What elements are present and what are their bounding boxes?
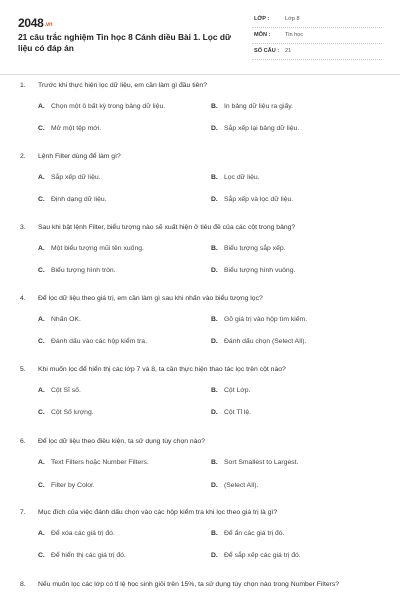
page-header bbox=[0, 0, 400, 70]
question-text bbox=[20, 152, 370, 162]
option-text: Lọc dữ liệu. bbox=[224, 174, 260, 181]
option-text: Filter by Color. bbox=[51, 482, 95, 489]
option-a[interactable] bbox=[38, 103, 165, 110]
option-c[interactable] bbox=[38, 196, 107, 203]
option-letter: A. bbox=[38, 316, 45, 323]
option-d[interactable] bbox=[211, 125, 299, 132]
question-text bbox=[20, 81, 370, 91]
question-text bbox=[20, 437, 370, 447]
option-letter: D. bbox=[211, 338, 218, 345]
option-letter: A. bbox=[38, 530, 45, 537]
option-text: Nhấn OK. bbox=[51, 316, 81, 323]
option-letter: D. bbox=[211, 409, 218, 416]
option-text: Để xóa các giá trị đó. bbox=[51, 530, 115, 537]
option-letter: C. bbox=[38, 338, 45, 345]
option-text: Mở một tệp mới. bbox=[51, 125, 102, 132]
option-letter: A. bbox=[38, 387, 45, 394]
logo-sub: .vn bbox=[44, 22, 53, 28]
question-number: 2. bbox=[20, 153, 26, 160]
question-body: Để lọc dữ liệu theo điều kiện, ta sử dụng tùy chọn nào? bbox=[38, 438, 206, 445]
option-b[interactable] bbox=[211, 387, 250, 394]
question-body: Nếu muốn lọc các lớp có tỉ lệ học sinh giỏi trên 15%, ta sử dụng tùy chọn nào trong Number Filters? bbox=[38, 581, 340, 588]
option-d[interactable] bbox=[211, 196, 293, 203]
option-c[interactable] bbox=[38, 338, 147, 345]
option-d[interactable] bbox=[211, 338, 306, 345]
question-number: 4. bbox=[20, 295, 26, 302]
option-text: Đánh dấu vào các hộp kiểm tra. bbox=[51, 338, 147, 345]
option-text: Chọn một ô bất kỳ trong bảng dữ liệu. bbox=[51, 103, 166, 110]
option-text: Một biểu tượng mũi tên xuống. bbox=[51, 245, 144, 252]
question-number: 1. bbox=[20, 82, 26, 89]
option-text: Định dạng dữ liệu. bbox=[51, 196, 107, 203]
option-b[interactable] bbox=[211, 174, 260, 181]
question-text bbox=[20, 223, 370, 233]
meta-row-class bbox=[252, 14, 382, 28]
option-text: (Select All). bbox=[224, 482, 259, 489]
option-text: Sort Smallest to Largest. bbox=[224, 459, 299, 466]
option-text: Cột Tỉ lệ. bbox=[224, 409, 252, 416]
meta-label: MÔN : bbox=[254, 32, 271, 38]
option-a[interactable] bbox=[38, 245, 144, 252]
option-letter: D. bbox=[211, 196, 218, 203]
question-number: 8. bbox=[20, 581, 26, 588]
option-c[interactable] bbox=[38, 125, 101, 132]
option-letter: B. bbox=[211, 387, 218, 394]
option-d[interactable] bbox=[211, 267, 295, 274]
option-letter: B. bbox=[211, 245, 218, 252]
option-b[interactable] bbox=[211, 530, 284, 537]
option-text: In bảng dữ liệu ra giấy. bbox=[224, 103, 294, 110]
meta-row-subject bbox=[252, 30, 382, 44]
header-divider bbox=[0, 74, 400, 75]
option-c[interactable] bbox=[38, 552, 126, 559]
option-letter: C. bbox=[38, 196, 45, 203]
option-a[interactable] bbox=[38, 387, 81, 394]
option-text: Sắp xếp và lọc dữ liệu. bbox=[224, 196, 294, 203]
question-body: Sau khi bật lệnh Filter, biểu tượng nào sẽ xuất hiện ở tiêu đề của các cột trong bảng? bbox=[38, 224, 296, 231]
question-body: Khi muốn lọc để hiển thị các lớp 7 và 8, ta cần thực hiện thao tác lọc trên cột nào? bbox=[38, 366, 286, 373]
option-text: Gõ giá trị vào hộp tìm kiếm. bbox=[224, 316, 308, 323]
option-text: Để hiển thị các giá trị đó. bbox=[51, 552, 126, 559]
option-a[interactable] bbox=[38, 530, 115, 537]
option-letter: A. bbox=[38, 103, 45, 110]
option-letter: A. bbox=[38, 174, 45, 181]
question-text bbox=[20, 508, 370, 518]
option-a[interactable] bbox=[38, 316, 81, 323]
option-letter: A. bbox=[38, 245, 45, 252]
meta-label: LỚP : bbox=[254, 16, 270, 22]
option-letter: B. bbox=[211, 530, 218, 537]
question-number: 6. bbox=[20, 438, 26, 445]
question-body: Mục đích của việc đánh dấu chọn vào các hộp kiểm tra khi lọc theo giá trị là gì? bbox=[38, 509, 278, 516]
option-text: Sắp xếp dữ liệu. bbox=[51, 174, 101, 181]
option-letter: B. bbox=[211, 459, 218, 466]
meta-value: Lớp 8 bbox=[285, 16, 300, 22]
option-letter: C. bbox=[38, 409, 45, 416]
site-logo[interactable] bbox=[18, 16, 52, 30]
meta-row-count bbox=[252, 46, 382, 60]
option-text: Biểu tượng sắp xếp. bbox=[224, 245, 286, 252]
option-letter: C. bbox=[38, 125, 45, 132]
option-letter: A. bbox=[38, 459, 45, 466]
question-text bbox=[20, 365, 370, 375]
option-text: Đánh dấu chọn (Select All). bbox=[224, 338, 307, 345]
option-text: Cột Sĩ số. bbox=[51, 387, 81, 394]
question-text bbox=[20, 294, 370, 304]
meta-value: 21 bbox=[285, 48, 292, 54]
question-number: 3. bbox=[20, 224, 26, 231]
question-number: 5. bbox=[20, 366, 26, 373]
option-letter: C. bbox=[38, 482, 45, 489]
option-letter: C. bbox=[38, 267, 45, 274]
question-body: Để lọc dữ liệu theo giá trị, em cần làm gì sau khi nhấn vào biểu tượng lọc? bbox=[38, 295, 263, 302]
option-letter: B. bbox=[211, 174, 218, 181]
option-text: Để sắp xếp các giá trị đó. bbox=[224, 552, 301, 559]
option-b[interactable] bbox=[211, 245, 286, 252]
option-b[interactable] bbox=[211, 316, 307, 323]
option-text: Text Filters hoặc Number Filters. bbox=[51, 459, 149, 466]
option-text: Để ẩn các giá trị đó. bbox=[224, 530, 285, 537]
document-title: 21 câu trắc nghiệm Tin học 8 Cánh diều Bài 1. Lọc dữ liệu có đáp án bbox=[18, 32, 232, 53]
option-c[interactable] bbox=[38, 409, 94, 416]
question-body: Trước khi thực hiện lọc dữ liệu, em cần làm gì đầu tiên? bbox=[38, 82, 207, 89]
meta-label: SỐ CÂU : bbox=[254, 48, 280, 54]
option-b[interactable] bbox=[211, 103, 293, 110]
option-letter: B. bbox=[211, 316, 218, 323]
option-letter: D. bbox=[211, 267, 218, 274]
meta-table bbox=[252, 14, 382, 62]
option-letter: B. bbox=[211, 103, 218, 110]
question-number: 7. bbox=[20, 509, 26, 516]
question-text bbox=[20, 580, 370, 590]
option-a[interactable] bbox=[38, 459, 149, 466]
question-body: Lệnh Filter dùng để làm gì? bbox=[38, 153, 121, 160]
option-d[interactable] bbox=[211, 482, 258, 489]
option-b[interactable] bbox=[211, 459, 298, 466]
option-c[interactable] bbox=[38, 482, 95, 489]
option-d[interactable] bbox=[211, 552, 301, 559]
option-text: Cột Lớp. bbox=[224, 387, 251, 394]
option-c[interactable] bbox=[38, 267, 116, 274]
option-letter: D. bbox=[211, 552, 218, 559]
meta-value: Tin học bbox=[285, 32, 304, 38]
option-text: Cột Số lượng. bbox=[51, 409, 94, 416]
option-a[interactable] bbox=[38, 174, 101, 181]
option-letter: D. bbox=[211, 482, 218, 489]
option-text: Biểu tượng hình vuông. bbox=[224, 267, 296, 274]
option-letter: C. bbox=[38, 552, 45, 559]
option-d[interactable] bbox=[211, 409, 251, 416]
option-letter: D. bbox=[211, 125, 218, 132]
option-text: Biểu tượng hình tròn. bbox=[51, 267, 116, 274]
option-text: Sắp xếp lại bảng dữ liệu. bbox=[224, 125, 300, 132]
logo-main: 2048 bbox=[18, 16, 44, 30]
